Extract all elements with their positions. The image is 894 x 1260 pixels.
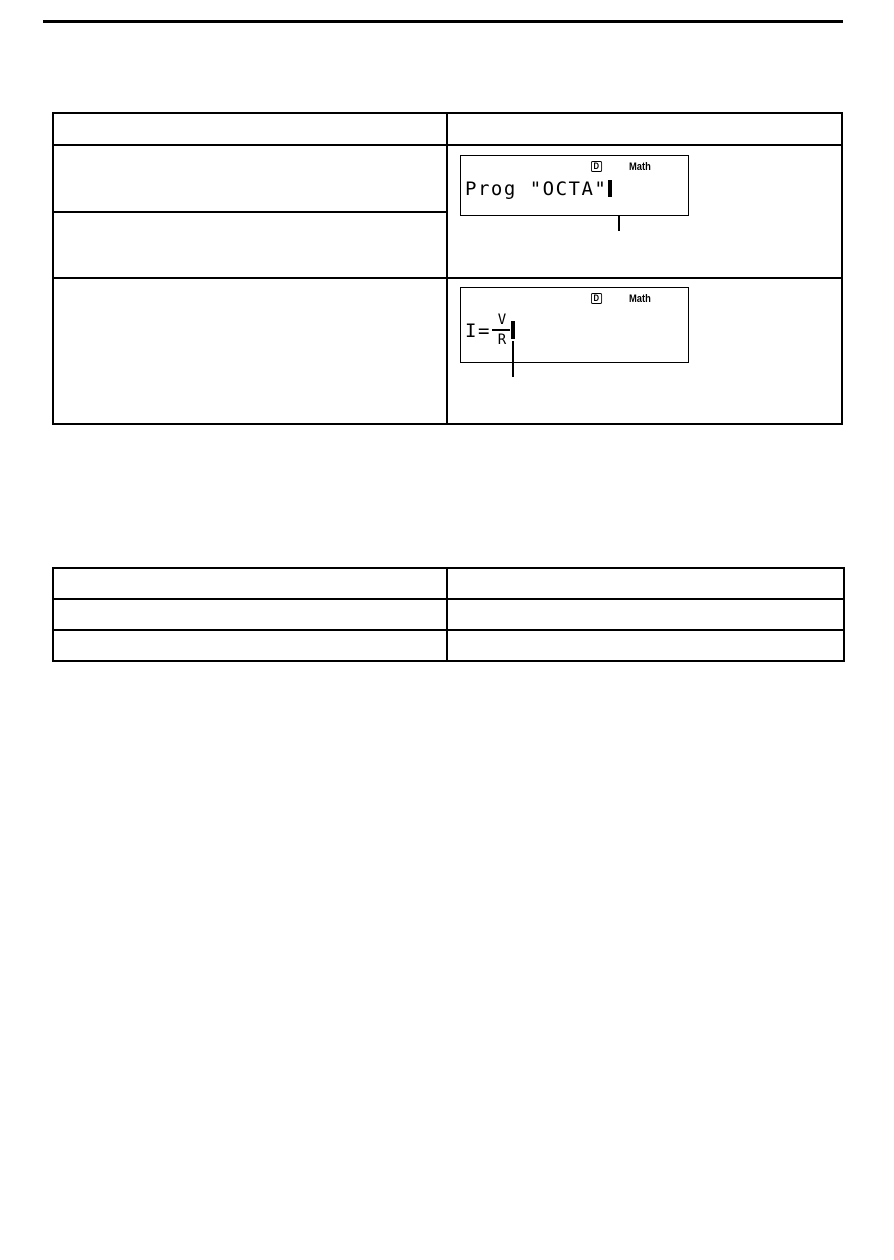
header-cell-right — [447, 113, 842, 145]
math-indicator: Math — [629, 293, 651, 305]
table-row — [53, 599, 844, 630]
equation-equals: = — [477, 320, 491, 342]
header-cell-left — [53, 568, 447, 599]
fraction-bar — [492, 329, 510, 331]
degree-indicator: D — [591, 293, 602, 304]
table-header-row — [53, 568, 844, 599]
table-cell-right — [447, 599, 844, 630]
degree-indicator: D — [591, 161, 602, 172]
header-cell-right — [447, 568, 844, 599]
fraction-numerator: V — [497, 312, 507, 328]
table-cell-right — [447, 630, 844, 661]
lcd-input-line — [465, 178, 612, 200]
lcd-screen-1 — [460, 155, 689, 216]
table-reference — [52, 567, 845, 662]
math-indicator: Math — [629, 161, 651, 173]
lcd-equation-lhs — [465, 320, 491, 342]
table-cell-left — [53, 212, 447, 278]
table-cell-left — [53, 630, 447, 661]
fraction-denominator: R — [497, 332, 507, 348]
table-display-examples — [52, 112, 843, 425]
top-rule — [43, 20, 843, 23]
table-cell-screen1 — [447, 145, 842, 278]
pointer-line-icon — [512, 341, 514, 377]
table-cell-screen2 — [447, 278, 842, 424]
lcd-screen-2 — [460, 287, 689, 363]
cursor-icon — [608, 180, 612, 197]
pointer-line-icon — [618, 216, 620, 231]
table-cell-left — [53, 145, 447, 212]
cursor-icon — [511, 321, 515, 339]
table-row — [53, 630, 844, 661]
table-cell-left — [53, 278, 447, 424]
table-row — [53, 278, 842, 424]
table-cell-left — [53, 599, 447, 630]
header-cell-left — [53, 113, 447, 145]
program-command-text: Prog "OCTA" — [465, 178, 608, 200]
table-header-row — [53, 113, 842, 145]
equation-variable: I — [465, 320, 478, 342]
table-row — [53, 145, 842, 212]
